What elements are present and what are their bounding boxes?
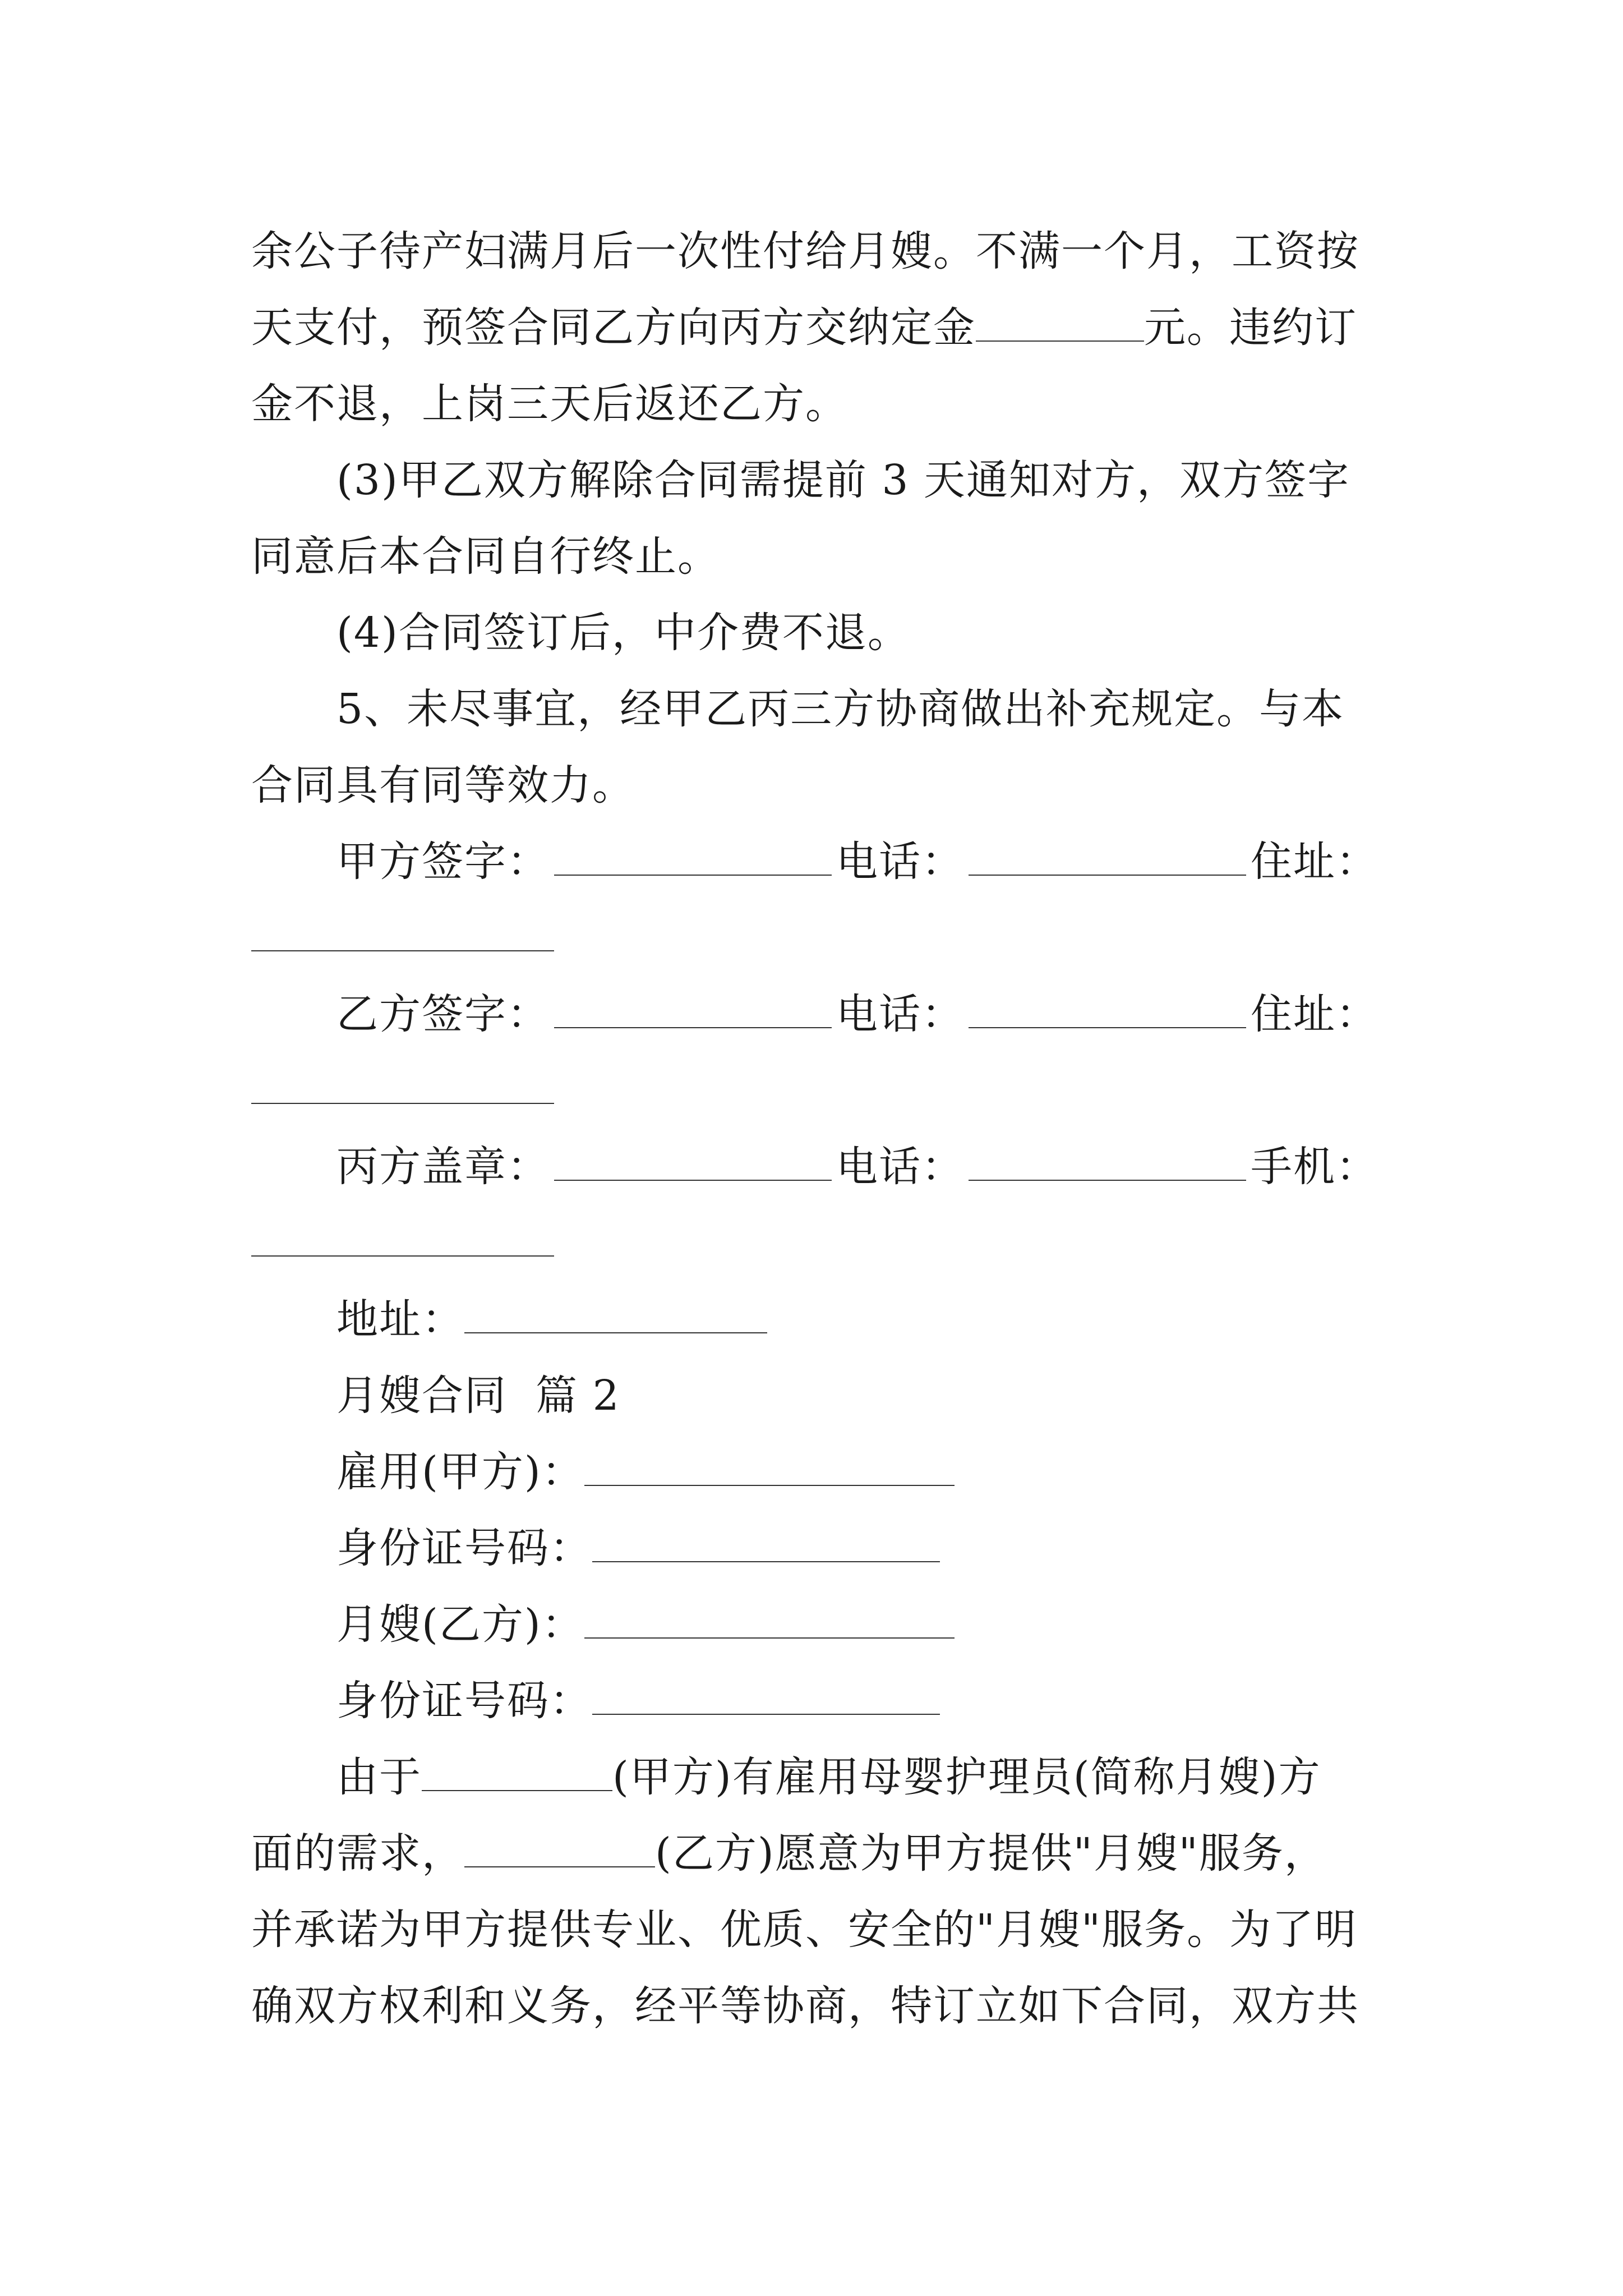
paragraph-line bbox=[251, 289, 1378, 366]
text-segment: 元。违约订 bbox=[1144, 303, 1357, 352]
party-b-phone-label: 电话： bbox=[836, 990, 964, 1038]
paragraph-line: 金不退，上岗三天后返还乙方。 bbox=[251, 380, 848, 428]
document-page bbox=[251, 213, 1378, 2044]
nanny-label: 月嫂(乙方)： bbox=[336, 1600, 584, 1649]
nanny-row bbox=[251, 1586, 1378, 1663]
paragraph-line: 余公子待产妇满月后一次性付给月嫂。不满一个月，工资按 bbox=[251, 227, 1359, 275]
party-c-seal-field[interactable] bbox=[554, 1146, 832, 1181]
party-b-signature-row bbox=[251, 976, 1378, 1052]
party-a-signature-row bbox=[251, 823, 1378, 900]
paragraph-line: 5、未尽事宜，经甲乙丙三方协商做出补充规定。与本 bbox=[336, 685, 1345, 733]
party-a-phone-field[interactable] bbox=[969, 841, 1246, 876]
party-c-phone-label: 电话： bbox=[836, 1143, 964, 1191]
party-c-mobile-line bbox=[251, 1205, 1378, 1281]
paragraph-line: 同意后本合同自行终止。 bbox=[251, 532, 720, 581]
employer-field[interactable] bbox=[584, 1451, 955, 1486]
party-a-address-label: 住址： bbox=[1251, 838, 1378, 886]
id-label-2: 身份证号码： bbox=[336, 1677, 592, 1725]
party-c-seal-label: 丙方盖章： bbox=[336, 1143, 550, 1191]
paragraph-line bbox=[251, 1815, 1378, 1892]
text-segment: (乙方)愿意为甲方提供"月嫂"服务， bbox=[655, 1829, 1327, 1878]
party-b-address-label: 住址： bbox=[1251, 990, 1378, 1038]
employer-row bbox=[251, 1434, 1378, 1510]
address-label: 地址： bbox=[336, 1295, 464, 1343]
id-row-1 bbox=[251, 1510, 1378, 1586]
paragraph-line: 并承诺为甲方提供专业、优质、安全的"月嫂"服务。为了明 bbox=[251, 1906, 1358, 1954]
id-row-2 bbox=[251, 1663, 1378, 1739]
party-c-phone-field[interactable] bbox=[969, 1146, 1246, 1181]
employer-label: 雇用(甲方)： bbox=[336, 1448, 584, 1496]
party-b-sign-label: 乙方签字： bbox=[336, 990, 550, 1038]
party-b-address-field[interactable] bbox=[251, 1069, 554, 1104]
party-a-address-line bbox=[251, 900, 1378, 976]
deposit-blank[interactable] bbox=[976, 307, 1144, 342]
party-c-mobile-field[interactable] bbox=[251, 1222, 554, 1257]
party-a-address-field[interactable] bbox=[251, 917, 554, 951]
party-c-seal-row bbox=[251, 1129, 1378, 1205]
text-segment: 面的需求， bbox=[251, 1829, 464, 1878]
text-segment: 由于 bbox=[336, 1753, 422, 1801]
party-b-sign-field[interactable] bbox=[554, 993, 832, 1028]
id-field-2[interactable] bbox=[592, 1680, 940, 1715]
address-row bbox=[251, 1281, 1378, 1358]
text-segment: (甲方)有雇用母婴护理员(简称月嫂)方 bbox=[612, 1753, 1321, 1801]
party-c-mobile-label: 手机： bbox=[1251, 1143, 1378, 1191]
party-a-phone-label: 电话： bbox=[836, 838, 964, 886]
party-a-sign-label: 甲方签字： bbox=[336, 838, 550, 886]
paragraph-line: (4)合同签订后，中介费不退。 bbox=[336, 609, 910, 657]
party-b-phone-field[interactable] bbox=[969, 993, 1246, 1028]
section-heading: 月嫂合同 篇 2 bbox=[336, 1372, 620, 1420]
paragraph-line: 确双方权利和义务，经平等协商，特订立如下合同，双方共 bbox=[251, 1982, 1359, 2030]
paragraph-line: (3)甲乙双方解除合同需提前 3 天通知对方，双方签字 bbox=[336, 456, 1350, 504]
party-b-address-line bbox=[251, 1052, 1378, 1129]
paragraph-line bbox=[251, 1739, 1378, 1815]
party-a-sign-field[interactable] bbox=[554, 841, 832, 876]
party-b-name-blank[interactable] bbox=[464, 1833, 655, 1867]
paragraph-line: 合同具有同等效力。 bbox=[251, 761, 635, 809]
id-field-1[interactable] bbox=[592, 1527, 940, 1562]
nanny-field[interactable] bbox=[584, 1604, 955, 1639]
address-field[interactable] bbox=[464, 1299, 767, 1333]
text-segment: 天支付，预签合同乙方向丙方交纳定金 bbox=[251, 303, 976, 352]
id-label-1: 身份证号码： bbox=[336, 1524, 592, 1572]
party-a-name-blank[interactable] bbox=[422, 1756, 612, 1791]
